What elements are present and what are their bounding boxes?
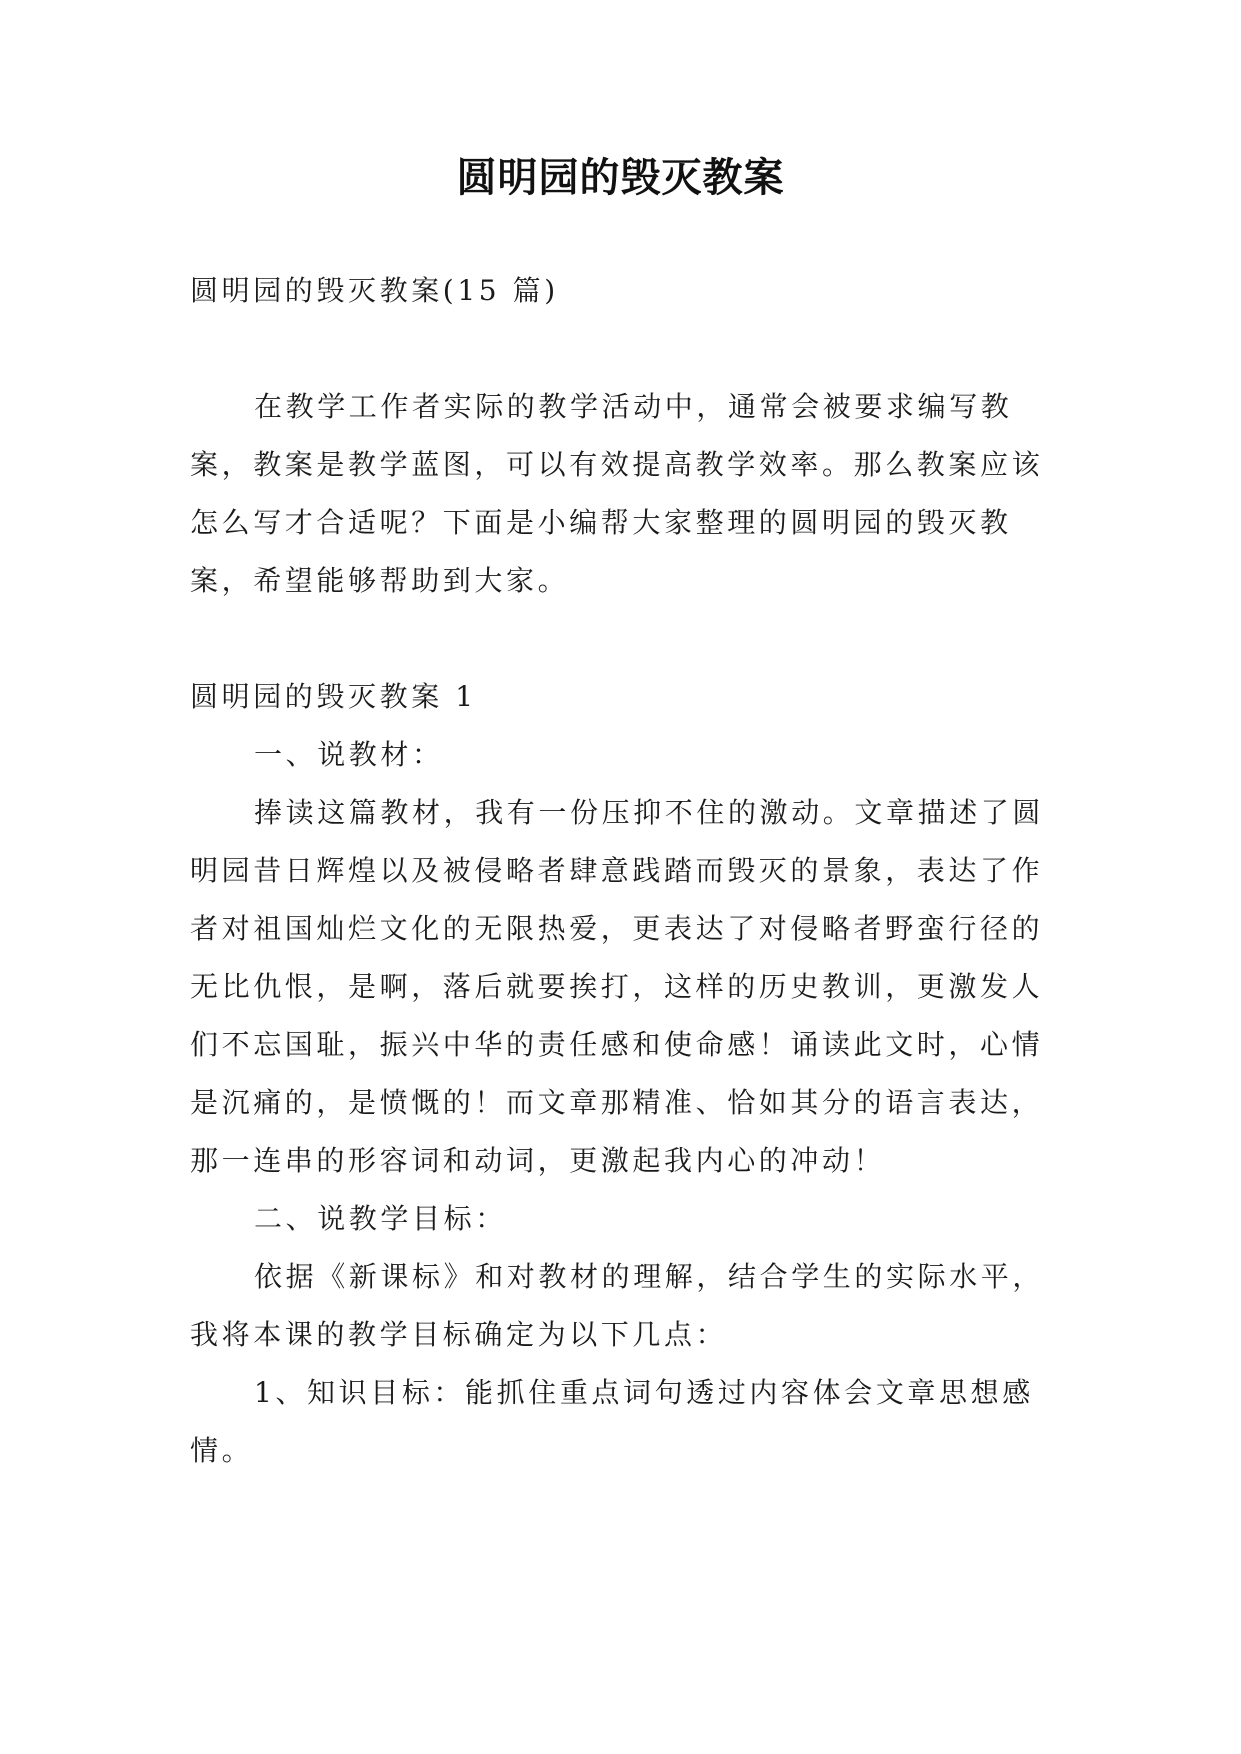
paragraph-knowledge-goal: 1、知识目标：能抓住重点词句透过内容体会文章思想感情。 (190, 1376, 1034, 1467)
heading-teaching-goals: 二、说教学目标： (254, 1202, 507, 1235)
section-heading: 圆明园的毁灭教案 1 (190, 680, 477, 713)
document-subtitle: 圆明园的毁灭教案(15 篇) (190, 274, 559, 307)
heading-teaching-material: 一、说教材： (254, 738, 444, 771)
document-title: 圆明园的毁灭教案 (456, 155, 785, 201)
paragraph-teaching-goals: 依据《新课标》和对教材的理解，结合学生的实际水平，我将本课的教学目标确定为以下几点： (190, 1260, 1045, 1351)
intro-paragraph: 在教学工作者实际的教学活动中，通常会被要求编写教案，教案是教学蓝图，可以有效提高教学效率。那么教案应该怎么写才合适呢？下面是小编帮大家整理的圆明园的毁灭教案，希望能够帮助到大家。 (190, 390, 1044, 597)
paragraph-teaching-material: 捧读这篇教材，我有一份压抑不住的激动。文章描述了圆明园昔日辉煌以及被侵略者肆意践踏而毁灭的景象，表达了作者对祖国灿烂文化的无限热爱，更表达了对侵略者野蛮行径的无比仇恨，是啊，落后就要挨打，这样的历史教训，更激发人们不忘国耻，振兴中华的责任感和使命感！诵读此文时，心情是沉痛的，是愤慨的！而文章那精准、恰如其分的语言表达，那一连串的形容词和动词，更激起我内心的冲动！ (190, 796, 1045, 1177)
document-body (190, 262, 1050, 1480)
